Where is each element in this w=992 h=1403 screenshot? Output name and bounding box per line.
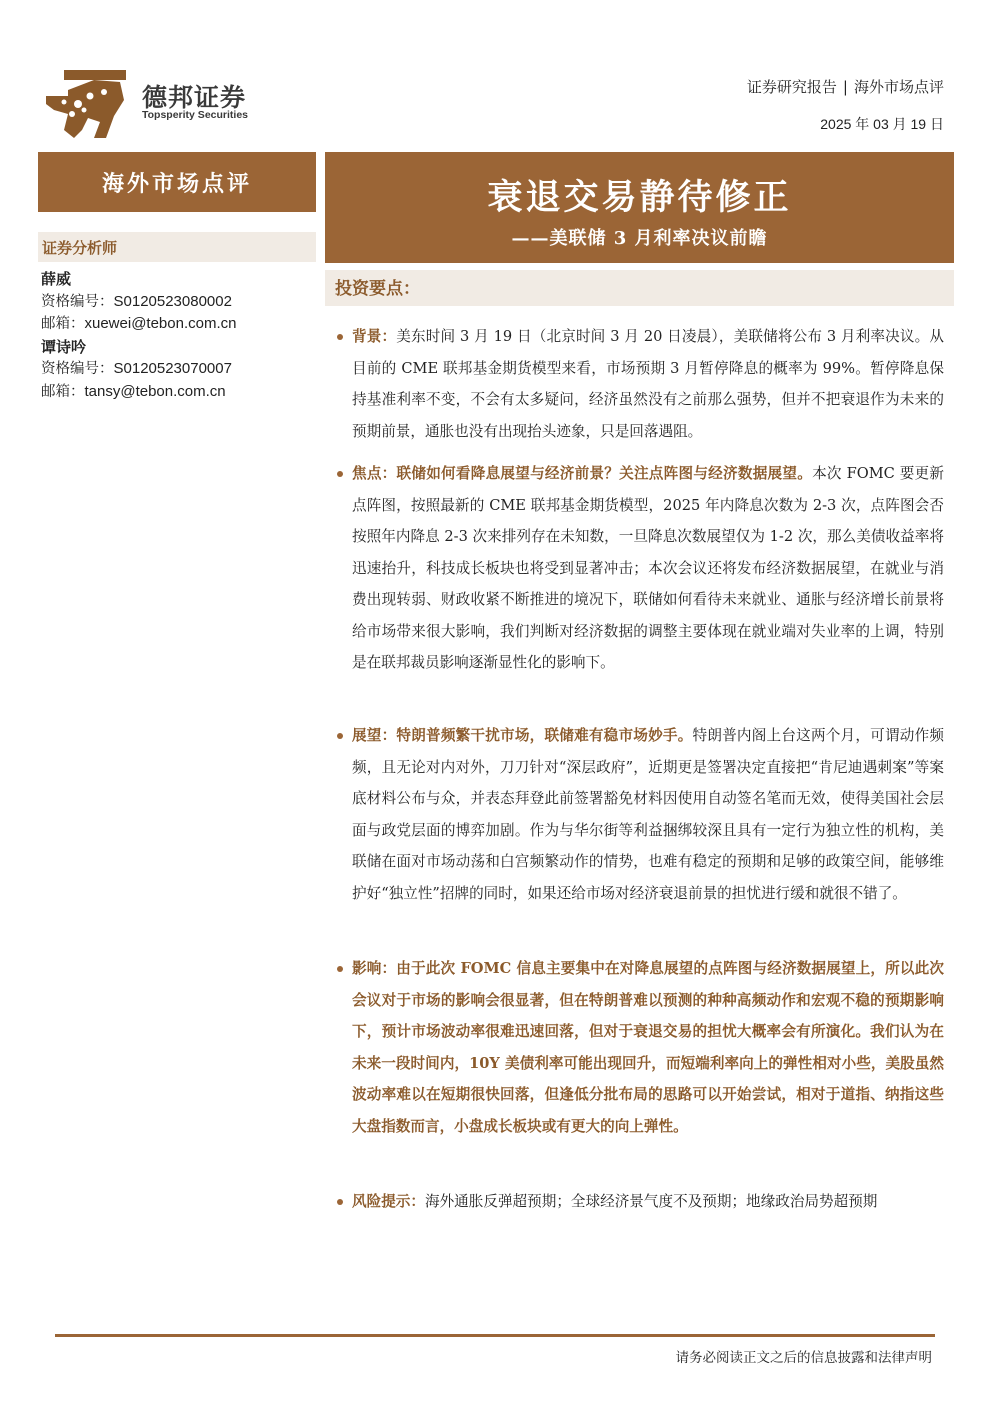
report-type: 证券研究报告 (746, 78, 837, 96)
analyst-email (41, 381, 236, 404)
footer-disclaimer: 请务必阅读正文之后的信息披露和法律声明 (675, 1350, 932, 1366)
key-points-heading: 投资要点： (325, 270, 954, 306)
bullet-body: 本次 FOMC 要更新点阵图，按照最新的 CME 联邦基金期货模型，2025 年内降息次数为 2-3 次，点阵图会否按照年内降息 2-3 次来排列存在未知数，一旦降息次数展望仅为 1-2 次，那么美债收益率将迅速抬升，科技成长板块也将受到显著冲击；本次会议还将发布经济数据展望，在就业与消费出现转弱、财政收紧不断推进的境况下，联储如何看待未来就业、通胀与经济增长前景将给市场带来很大影响，我们判断对经济数据的调整主要体现在就业端对失业率的上调，特别是在联邦裁员影响逐渐显性化的影响下。 (352, 465, 944, 671)
email-address[interactable]: tansy@tebon.com.cn (84, 382, 226, 400)
bullet-lead: 风险提示： (352, 1193, 425, 1210)
bullet-body: 海外通胀反弹超预期；全球经济景气度不及预期；地缘政治局势超预期 (424, 1193, 878, 1210)
bullet-lead: 焦点：联储如何看降息展望与经济前景？关注点阵图与经济数据展望。 (352, 465, 813, 482)
report-subtitle: ——美联储 3 月利率决议前瞻 (511, 228, 768, 249)
analyst-cert (41, 291, 236, 314)
bullet-focus (352, 458, 944, 679)
report-date: 2025 年 03 月 19 日 (820, 116, 944, 132)
report-header (747, 76, 944, 97)
bullet-background (352, 321, 944, 447)
brand-name-en: Topsperity Securities (142, 109, 249, 121)
email-label: 邮箱： (41, 316, 85, 332)
logo-icon (44, 70, 126, 138)
email-address[interactable]: xuewei@tebon.com.cn (84, 315, 237, 332)
analyst-name: 谭诗吟 (41, 337, 87, 356)
cert-label: 资格编号： (41, 361, 114, 377)
bullet-outlook (352, 720, 944, 909)
bullet-body: 特朗普内阁上台这两个月，可谓动作频频，且无论对内对外，刀刀针对“深层政府”，近期更是签署决定直接把“肯尼迪遇刺案”等案底材料公布与众，并表态拜登此前签署豁免材料因使用自动签名笔而无效，使得美国社会层面与政党层面的博弈加剧。作为与华尔街等利益捆绑较深且具有一定行为独立性的机构，美联储在面对市场动荡和白宫频繁动作的情势，也难有稳定的预期和足够的政策空间，能够维护好“独立性”招牌的同时，如果还给市场对经济衰退前景的担忧进行缓和就很不错了。 (352, 727, 944, 902)
analyst-cert (41, 358, 236, 381)
cert-number: S0120523070007 (113, 360, 232, 377)
footer-divider (55, 1334, 935, 1337)
analyst-list (41, 268, 236, 403)
header-separator: | (842, 78, 848, 96)
report-category: 海外市场点评 (853, 78, 944, 96)
bullet-risk (352, 1186, 944, 1218)
bullet-impact (352, 953, 944, 1142)
cert-label: 资格编号： (41, 293, 114, 310)
analysts-heading: 证券分析师 (38, 232, 316, 262)
bullet-lead: 展望：特朗普频繁干扰市场，联储难有稳市场妙手。 (352, 727, 693, 744)
analyst-name: 薛威 (41, 270, 72, 288)
bullet-lead: 背景： (352, 328, 397, 345)
analyst-email (41, 313, 236, 336)
report-title: 衰退交易静待修正 (487, 177, 792, 218)
title-banner (325, 152, 954, 263)
left-banner: 海外市场点评 (38, 152, 316, 212)
bullet-body: 美东时间 3 月 19 日（北京时间 3 月 20 日凌晨），美联储将公布 3 月利率决议。从目前的 CME 联邦基金期货模型来看，市场预期 3 月暂停降息的概率为 99%。暂停降息保持基准利率不变，不会有太多疑问，经济虽然没有之前那么强势，但并不把衰退作为未来的预期前景，通胀也没有出现抬头迹象，只是回落遇阻。 (352, 328, 944, 440)
cert-number: S0120523080002 (113, 292, 232, 310)
brand-name-cn: 德邦证券 (142, 83, 247, 112)
bullet-body: 影响：由于此次 FOMC 信息主要集中在对降息展望的点阵图与经济数据展望上，所以此次会议对于市场的影响会很显著，但在特朗普难以预测的种种高频动作和宏观不稳的预期影响下，预计市场波动率很难迅速回落，但对于衰退交易的担忧大概率会有所演化。我们认为在未来一段时间内，10Y 美债利率可能出现回升，而短端利率向上的弹性相对小些，美股虽然波动率难以在短期很快回落，但逢低分批布局的思路可以开始尝试，相对于道指、纳指这些大盘指数而言，小盘成长板块或有更大的向上弹性。 (352, 960, 944, 1135)
email-label: 邮箱： (41, 383, 85, 400)
